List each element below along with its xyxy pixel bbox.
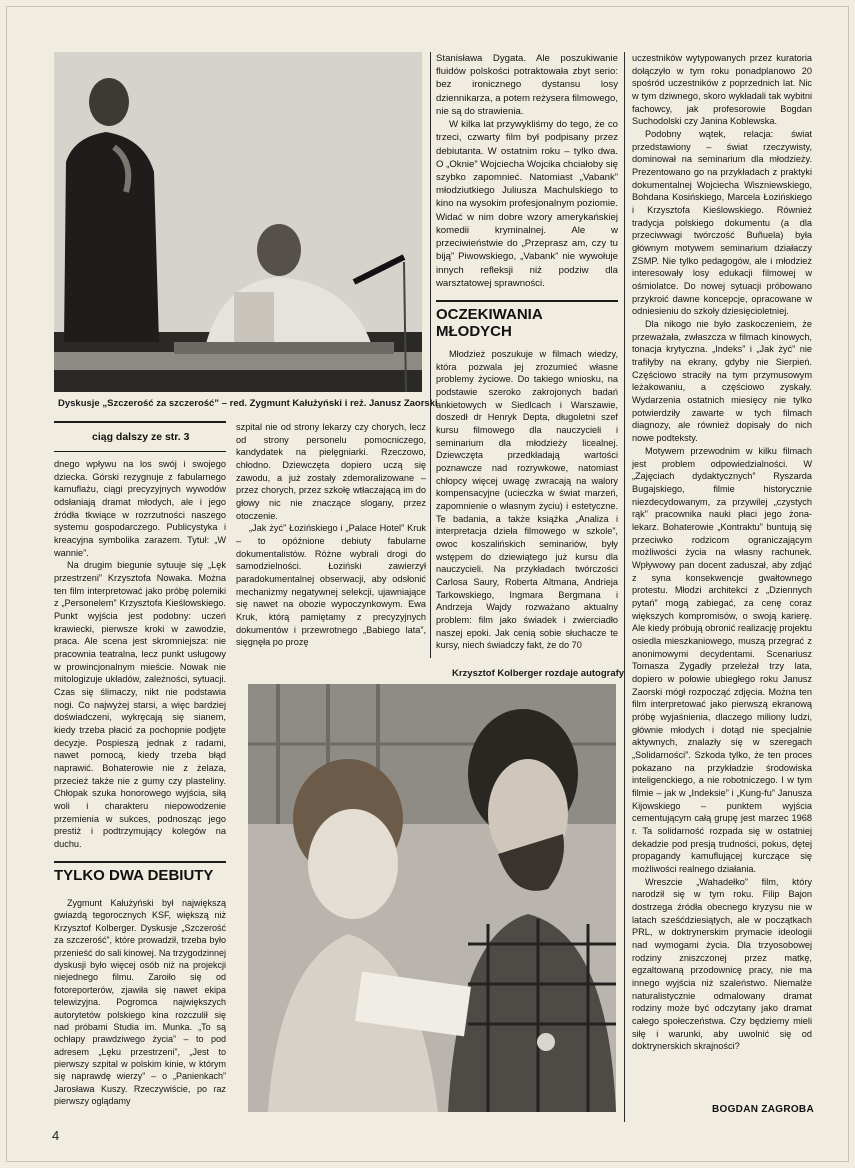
- photo-autographs: [248, 684, 616, 1112]
- section-heading-debiuty: TYLKO DWA DEBIUTY: [54, 867, 214, 884]
- col1-paragraph: Na drugim biegunie sytuuje się „Lęk przestrzeni” Krzysztofa Nowaka. Można ten film interpretować jako próbę polemiki z „Personelem” Krzysztofa Kieślowskiego. Punkt wyjścia jest podobny: uczeń krawiecki, pierwsze kroki w zawodzie, praca. Ale scena jest skromniejsza: nie pracownia teatralna, lecz punkt usługowy w prowincjonalnym mieście. Nowak nie mitologizuje układów, zależności, sytuacji. Czas się ślimaczy, nikt nie podstawia nogi. Co najwyżej starsi, a więc bardziej doświadczeni, wykręcają się sianem, kiedy trzeba płacić za pochopnie podjęte decyzje. Pospieszą jednak z radami, nawet pomocą, kiedy trzeba błąd naprawić. Bohaterowie nie z żelaza, przecież także nie z gumy czy plasteliny. Chłopak szuka honorowego wyjścia, siłą woli i charakteru niepowodzenie przemienia w sukces, podnosząc jego prestiż i podtrzymujący kolegów na duchu.: [54, 560, 226, 850]
- continued-bottom-rule: [54, 451, 226, 452]
- col3-paragraph: Stanisława Dygata. Ale poszukiwanie fluidów polskości potraktowała zbyt serio: bez ironicznego dystansu losy dziennikarza, a potem reżysera filmowego, nie są do strawienia.: [436, 53, 618, 117]
- col4-paragraph: Wreszcie „Wahadełko” film, który narodził się w tym roku. Filip Bajon dostrzega źródła obecnego kryzysu nie w latach sześćdziesiątych, ale w początkach PRL, w doktrynerskim prymacie ideologii nad wymogami życia. Dla trzyosobowej rodziny zniszczonej przez matkę, egzaltowaną przodownicę pracy, nie ma innego wyjścia niż szaleństwo. Niemalże naturalistycznie odmalowany dramat rodziny może być odczytany jako dramat całego społeczeństwa. Czy będziemy mieli siłę i warunki, aby uwolnić się od doktrynerskich skrajności?: [632, 876, 812, 1052]
- col2-paragraph: szpital nie od strony lekarzy czy chorych, lecz od strony personelu pomocniczego, kandydatek na pielęgniarki. Rzeczowo, chłodno. Dziewczęta dopiero uczą się zawodu, a już zostały zdemoralizowane – przez chorych, przez szkołę wtłaczającą im do głowy nic nie znaczące slogany, przez otoczenie.: [236, 422, 426, 521]
- col4-paragraph: Motywem przewodnim w kilku filmach jest problem odpowiedzialności. W „Zajęciach dydaktycznych” Ryszarda Bugajskiego, filmie historycznie niezdecydowanym, za przywilej „czystych rąk” pracownika nauki płaci jego żona-lekarz. Bohaterowie „Kontraktu” buntują się przeciwko rodzicom ograniczającym możliwości życia na własny rachunek. Wpływowy pan docent zaduszał, aby zdjąć z syna konsekwencje gwałtownego protestu. Młodzi architekci z „Dziennych pytań” mogą zabiegać, za cenę coraz większych kompromisów, o swoją karierę. Ale kiedy próbują obronić realizację projektu osiedla mieszkaniowego, muszą przegrać z anonimowymi decydentami. Scenariusz Tomasza Zygadły przeleżał trzy lata, dopiero w połowie ubiegłego roku Janusz Zaorski mógł rozpocząć zdjęcia. Można ten film interpretować jako pierwszą ekranową próbę wyjaśnienia, dlaczego miliony ludzi, głównie młodych i dotąd nie specjalnie aktywnych, znalazły się w szeregach „Solidarności”. Szkoda tylko, że ten proces pokazano na przykładzie środowiska inteligenckiego, a nie robotniczego. I w tym filmie – jak w „Indeksie” i „Kung-fu” Janusza Kijowskiego – punktem wyjścia cementującym całą grupę jest marzec 1968 r. Ta solidarność rozpada się w ostatniej dekadzie pod presją trudności, pokus, dętej propagandy kamuflującej kurczące się możliwości realnego działania.: [632, 445, 812, 874]
- column-divider: [624, 52, 625, 1122]
- photo-discussion-image: [54, 52, 422, 392]
- column-divider: [430, 52, 431, 658]
- article-column-4: [632, 52, 812, 1053]
- continued-from-label: ciąg dalszy ze str. 3: [92, 431, 190, 443]
- col4-paragraph: Podobny wątek, relacja: świat przedstawiony – świat rzeczywisty, dominował na seminarium dla młodzieży. Prezentowano go na przykładach z praktyki dokumentalnej Wojciecha Wiszniewskiego, Bohdana Kosińskiego, Marcela Łozińskiego i Krzysztofa Kieślowskiego. Również tradycja polskiego dokumentu (a dla przeciwwagi twórczość Buñuela) była głównym motywem seminarium działaczy ZSMP. Nie tylko pedagogów, ale i młodzież interesowały losy edukacji filmowej w ośmiolatce. Do nowej sytuacji próbowano przykroić dawne koncepcje, opracowane w odniesieniu do szkoły dziesięcioletniej.: [632, 129, 812, 317]
- photo-discussion: [54, 52, 422, 392]
- photo-discussion-caption: Dyskusje „Szczerość za szczerość” – red. Zygmunt Kałużyński i reż. Janusz Zaorski: [58, 398, 438, 409]
- article-column-3: [436, 52, 618, 290]
- col1b-paragraph: Zygmunt Kałużyński był największą gwiazdą tegorocznych KSF, większą niż Krzysztof Kolberger. Dyskusje „Szczerość za szczerość”, które prowadził, trzeba było przenieść do sali kinowej. Na trzygodzinnej dyskusji było więcej osób niż na projekcji niejednego filmu. Zaroiło się od fotoreporterów, zjawiła się nawet ekipa telewizyjna. Pogromca największych autorytetów polskiego kina rozczulił się nad próbami Studia im. Munka. „To są ochłapy prawdziwego życia” – to pod adresem „Lęku przestrzeni”, „Jest to pierwszy szpital w polskim kinie, w którym się naprawdę wierzy” – o „Panienkach” Jarosława Kuszy. Rzeczywiście, po raz pierwszy oglądamy: [54, 898, 226, 1107]
- page-number: 4: [52, 1128, 60, 1143]
- col3b-paragraph: Młodzież poszukuje w filmach wiedzy, która pozwala jej zrozumieć własne problemy życiowe. Do takiego wniosku, na podstawie szeroko zakrojonych badań ankietowych w Siedlcach i Warszawie, doszedł dr Henryk Depta, długoletni szef kursu filmowego dla nauczycieli i seminarium dla młodzieży licealnej. Dziewczęta przedkładają wartości poznawcze nad rozrywkowe, natomiast chłopcy więcej uwagę zwracają na walory kompensacyjne (ucieczka w świat marzeń, zapomnienie o własnym życiu) i estetyczne. Te badania, a także książka „Analiza i interpretacja dzieła filmowego w szkole”, owoc koszalińskich seminariów, były wstępem do dziewiątego już kursu dla nauczycieli. Na przykładach twórczości Carlosa Saury, Roberta Altmana, Andrieja Tarkowskiego, Ingmara Bergmana i Andrzeja Wajdy rozważano aktualny problem: film jako świadek i zwierciadło naszej epoki. Jak cenią sobie słuchacze te kursy, niech świadczy fakt, że do 70: [436, 349, 618, 651]
- col1-paragraph: dnego wpływu na los swój i swojego dziecka. Górski rezygnuje z fabularnego kamuflażu, ciągi precyzyjnych wywodów odsłaniają dramat młodych, ale i jego źródła tkwiące w rozrzutności naszego systemu gospodarczego. Publicystyka i kreacyjna symbolika zarazem. Tytuł: „W wannie”.: [54, 459, 226, 558]
- continued-top-rule: [54, 421, 226, 423]
- col2-paragraph: „Jak żyć” Łozińskiego i „Palace Hotel” Kruk – to opóźnione debiuty fabularne dokumentalistów. Różne wybrali drogi do samodzielności. Łoziński zawierzył paradokumentalnej obserwacji, aby odsłonić mechanizmy negatywnej selekcji, ujawniające się nawet na obozie wypoczynkowym. Ewa Kruk, którą pamiętamy z precyzyjnych dokumentów i przewrotnego „Babiego lata”, sięgnęła po prozę: [236, 523, 426, 648]
- col4-paragraph: Dla nikogo nie było zaskoczeniem, że przeważała, zwłaszcza w filmach kinowych, tonacja krytyczna. „Indeks” i „Jak żyć” nie trafiłyby na ekrany, gdyby nie Sierpień. Częściowo straciły na tym przymusowym leżakowaniu, a częściowo zyskały. Wydarzenia ostatnich miesięcy nie tylko potwierdziły zawarte w tych filmach diagnozy, ale również dopisały do nich nowe podteksty.: [632, 319, 812, 444]
- col4-paragraph: uczestników wytypowanych przez kuratoria dołączyło w tym roku ponadplanowo 20 spośród uczestników z poprzednich lat. Nic w tym dziwnego, skoro wykładali tak wybitni fachowcy, jak profesorowie Bogdan Suchodolski czy Janina Koblewska.: [632, 53, 812, 127]
- col3-paragraph: W kilka lat przywykliśmy do tego, że co trzeci, czwarty film był podpisany przez debiutanta. W ostatnim roku – tylko dwa. O „Oknie” Wojciecha Wojcika chciałoby się szybko zapomnieć. Natomiast „Vabank” młodziutkiego Juliusza Machulskiego to kino na wysokim profesjonalnym poziomie. Widać w nim dobre wzory amerykańskiej komedii kryminalnej. Ale w przeciwieństwie do „Przeprasz am, czy tu biją” Piwowskiego, „Vabank” nie wywołuje innych refleksji niż podziw dla warsztatowej sprawności.: [436, 119, 618, 289]
- heading2-top-rule: [436, 300, 618, 302]
- article-column-1: [54, 458, 226, 851]
- heading1-top-rule: [54, 861, 226, 863]
- article-column-1b: [54, 897, 226, 1108]
- photo-autographs-image: [248, 684, 616, 1112]
- photo-autographs-caption: Krzysztof Kolberger rozdaje autografy: [452, 668, 625, 679]
- article-column-3b: [436, 348, 618, 652]
- section-heading-oczekiwania: OCZEKIWANIA MŁODYCH: [436, 306, 543, 340]
- article-author: BOGDAN ZAGROBA: [712, 1104, 814, 1115]
- article-column-2: [236, 421, 426, 649]
